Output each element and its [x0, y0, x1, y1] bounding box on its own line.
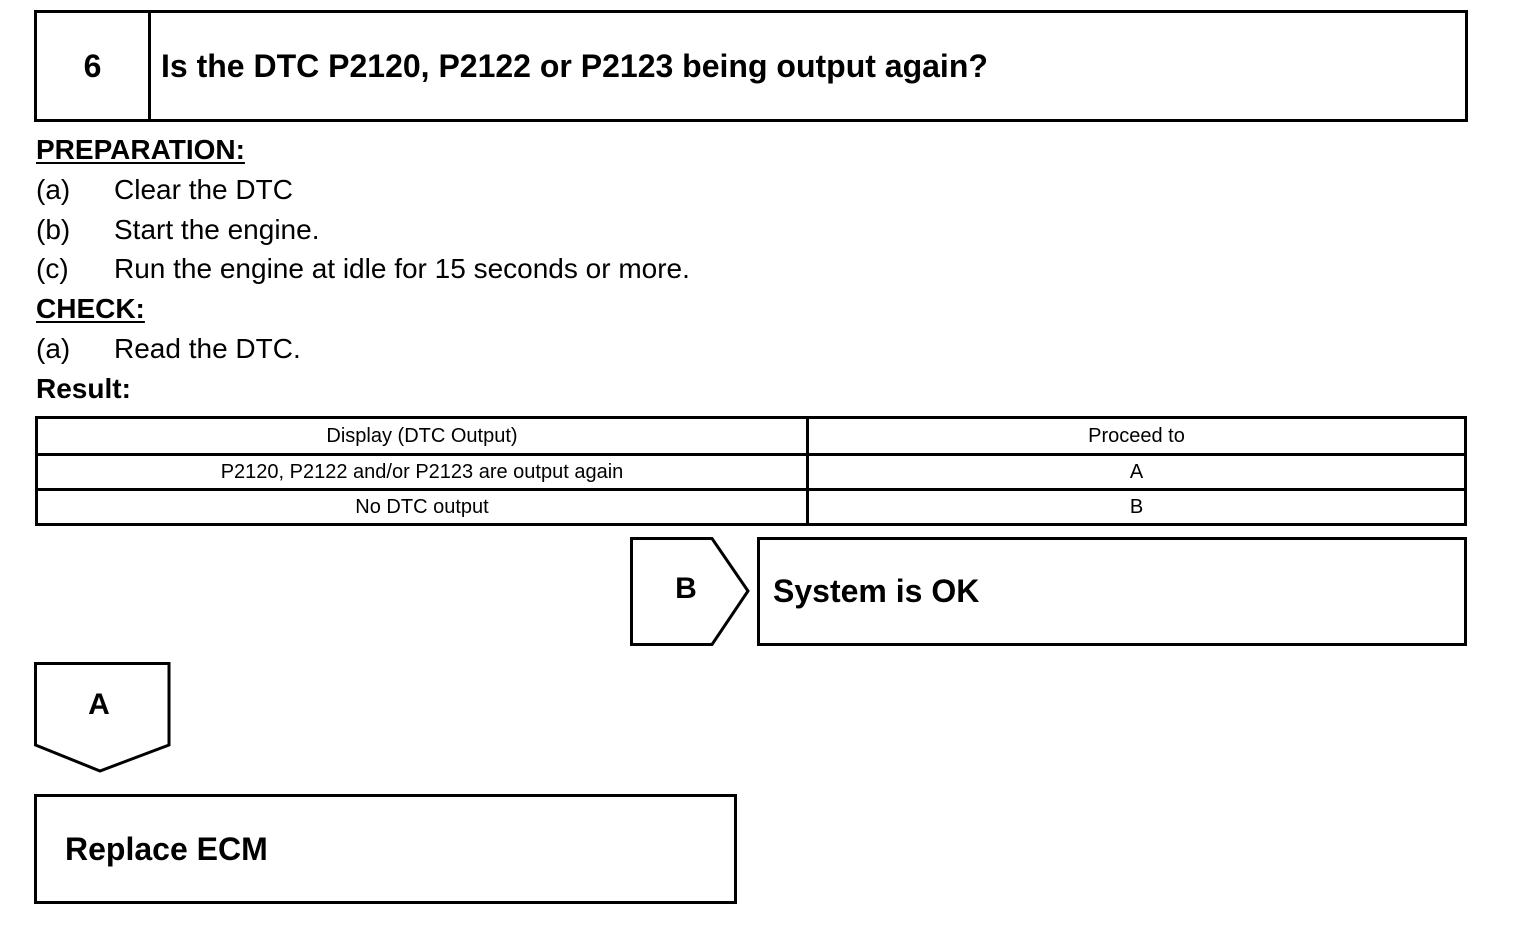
branch-a-label: A [88, 688, 110, 721]
preparation-item-letter: (c) [36, 253, 69, 284]
check-item-letter: (a) [36, 333, 71, 364]
check-heading: CHECK: [36, 293, 145, 324]
column-header-proceed: Proceed to [808, 418, 1466, 455]
result-table [35, 416, 1467, 526]
preparation-item-letter: (b) [36, 214, 71, 245]
preparation-item-c [36, 255, 690, 283]
preparation-item-text: Start the engine. [114, 214, 320, 245]
step-question: Is the DTC P2120, P2122 or P2123 being output again? [161, 47, 988, 84]
replace-ecm-text: Replace ECM [65, 830, 268, 867]
check-item-text: Read the DTC. [114, 333, 301, 364]
system-ok-text: System is OK [773, 573, 980, 609]
table-cell-proceed: B [808, 490, 1466, 525]
preparation-heading: PREPARATION: [36, 134, 245, 165]
preparation-item-text: Run the engine at idle for 15 seconds or more. [114, 253, 690, 284]
table-row [37, 455, 1466, 490]
table-header-row [37, 418, 1466, 455]
table-row [37, 490, 1466, 525]
result-heading: Result: [36, 373, 131, 404]
column-header-display: Display (DTC Output) [37, 418, 808, 455]
step-header [34, 10, 1468, 122]
replace-ecm-box [34, 794, 737, 904]
preparation-item-text: Clear the DTC [114, 174, 293, 205]
preparation-item-letter: (a) [36, 174, 71, 205]
table-cell-display: No DTC output [37, 490, 808, 525]
preparation-item-a [36, 176, 293, 204]
branch-b-label: B [675, 572, 697, 605]
step-number: 6 [37, 13, 151, 119]
preparation-item-b [36, 216, 319, 244]
system-ok-box [757, 537, 1467, 646]
table-cell-proceed: A [808, 455, 1466, 490]
check-item-a [36, 335, 301, 363]
table-cell-display: P2120, P2122 and/or P2123 are output again [37, 455, 808, 490]
